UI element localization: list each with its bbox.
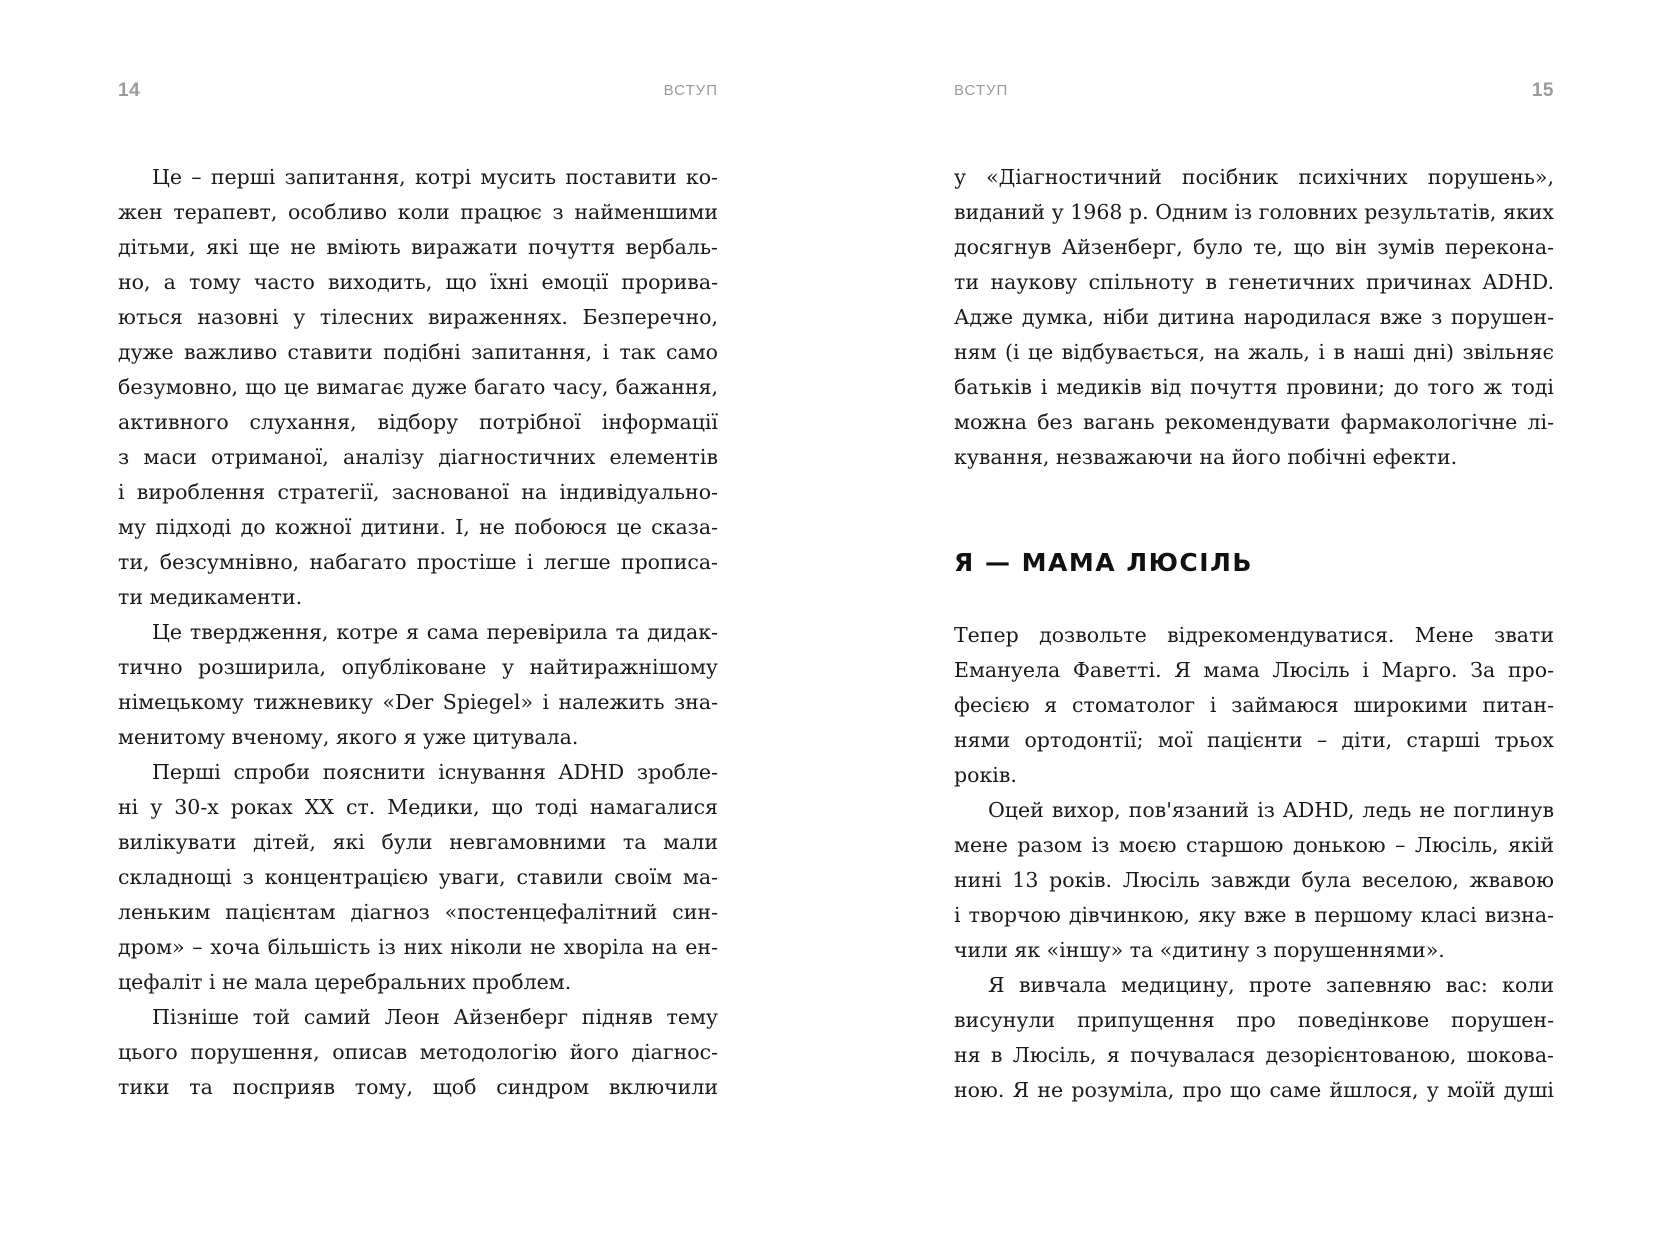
text-line: тики та посприяв тому, щоб синдром включили — [118, 1075, 718, 1099]
text-line: ня в Люсіль, я почувалася дезорієнтованою, шокова- — [954, 1043, 1554, 1067]
text-line: дітьми, які ще не вміють виражати почуття вербаль- — [118, 235, 718, 259]
text-line: леньким пацієнтам діагноз «постенцефалітний син- — [118, 900, 718, 924]
right-page — [954, 0, 1554, 1241]
text-line: батьків і медиків від почуття провини; до того ж тоді — [954, 375, 1554, 399]
text-line: Пізніше той самий Леон Айзенберг підняв тему — [152, 1005, 718, 1029]
chapter-heading: Я — МАМА ЛЮСІЛЬ — [954, 548, 1253, 577]
text-line: у «Діагностичний посібник психічних порушень», — [954, 165, 1554, 189]
text-line: Я вивчала медицину, проте запевняю вас: коли — [988, 973, 1554, 997]
text-line: му підході до кожної дитини. І, не побоюся це сказа- — [118, 515, 718, 539]
left-page — [118, 0, 718, 1241]
text-line: років. — [954, 763, 1017, 787]
right-body-text-bottom — [954, 618, 1554, 1108]
text-line: чили як «іншу» та «дитину з порушеннями». — [954, 938, 1445, 962]
text-line: виданий у 1968 р. Одним із головних результатів, яких — [954, 200, 1554, 224]
text-line: Емануела Фаветті. Я мама Люсіль і Марго. За про- — [954, 658, 1554, 682]
text-line: з маси отриманої, аналізу діагностичних елементів — [118, 445, 718, 469]
page-number: 14 — [118, 80, 141, 101]
text-line: німецькому тижневику «Der Spiegel» і належить зна- — [118, 690, 718, 714]
text-line: ти наукову спільноту в генетичних причинах ADHD. — [954, 270, 1554, 294]
text-line: можна без вагань рекомендувати фармакологічне лі- — [954, 410, 1554, 434]
text-line: Це – перші запитання, котрі мусить поставити ко- — [152, 165, 718, 189]
text-line: но, а тому часто виходить, що їхні емоції прорива- — [118, 270, 718, 294]
text-line: і вироблення стратегії, заснованої на індивідуально- — [118, 480, 718, 504]
text-line: дром» – хоча більшість із них ніколи не хворіла на ен- — [118, 935, 718, 959]
text-line: складнощі з концентрацією уваги, ставили своїм ма- — [118, 865, 718, 889]
text-line: Це твердження, котре я сама перевірила та дидак- — [152, 620, 718, 644]
text-line: фесією я стоматолог і займаюся широкими питан- — [954, 693, 1554, 717]
text-line: мене разом із моєю старшою донькою – Люсіль, якій — [954, 833, 1554, 857]
text-line: активного слухання, відбору потрібної інформації — [118, 410, 718, 434]
text-line: тично розширила, опубліковане у найтиражнішому — [118, 655, 718, 679]
text-line: Тепер дозвольте відрекомендуватися. Мене звати — [954, 623, 1554, 647]
text-line: Оцей вихор, пов'язаний із ADHD, ледь не поглинув — [988, 798, 1554, 822]
text-line: висунули припущення про поведінкове порушен- — [954, 1008, 1554, 1032]
text-line: нині 13 років. Люсіль завжди була веселою, жвавою — [954, 868, 1554, 892]
text-line: нями ортодонтії; мої пацієнти – діти, старші трьох — [954, 728, 1554, 752]
text-line: дуже важливо ставити подібні запитання, і так само — [118, 340, 718, 364]
text-line: досягнув Айзенберг, було те, що він зумів переконa- — [954, 235, 1554, 259]
text-line: цефаліт і не мала церебральних проблем. — [118, 970, 572, 994]
text-line: ти, безсумнівно, набагато простіше і легше прописа- — [118, 550, 718, 574]
text-line: цього порушення, описав методологію його діагнос- — [118, 1040, 718, 1064]
text-line: ні у 30-х роках XX ст. Медики, що тоді намагалися — [118, 795, 718, 819]
right-body-text-top — [954, 160, 1554, 475]
text-line: ням (і це відбувається, на жаль, і в наші дні) звільняє — [954, 340, 1554, 364]
text-line: Перші спроби пояснити існування ADHD зробле- — [152, 760, 718, 784]
section-title: ВСТУП — [663, 82, 718, 99]
text-line: ною. Я не розуміла, про що саме йшлося, у моїй душі — [954, 1078, 1554, 1102]
text-line: жен терапевт, особливо коли працює з найменшими — [118, 200, 718, 224]
text-line: кування, незважаючи на його побічні ефекти. — [954, 445, 1458, 469]
text-line: вилікувати дітей, які були невгамовними та мали — [118, 830, 718, 854]
left-running-head — [118, 80, 718, 104]
text-line: ються назовні у тілесних вираженнях. Безперечно, — [118, 305, 718, 329]
text-line: безумовно, що це вимагає дуже багато часу, бажання, — [118, 375, 718, 399]
text-line: ти медикаменти. — [118, 585, 303, 609]
right-running-head — [954, 80, 1554, 104]
text-line: Адже думка, ніби дитина народилася вже з порушен- — [954, 305, 1554, 329]
text-line: і творчою дівчинкою, яку вже в першому класі визна- — [954, 903, 1554, 927]
section-title: ВСТУП — [954, 82, 1009, 99]
text-line: менитому вченому, якого я уже цитувала. — [118, 725, 579, 749]
page-number: 15 — [1531, 80, 1554, 101]
left-body-text — [118, 160, 718, 1105]
